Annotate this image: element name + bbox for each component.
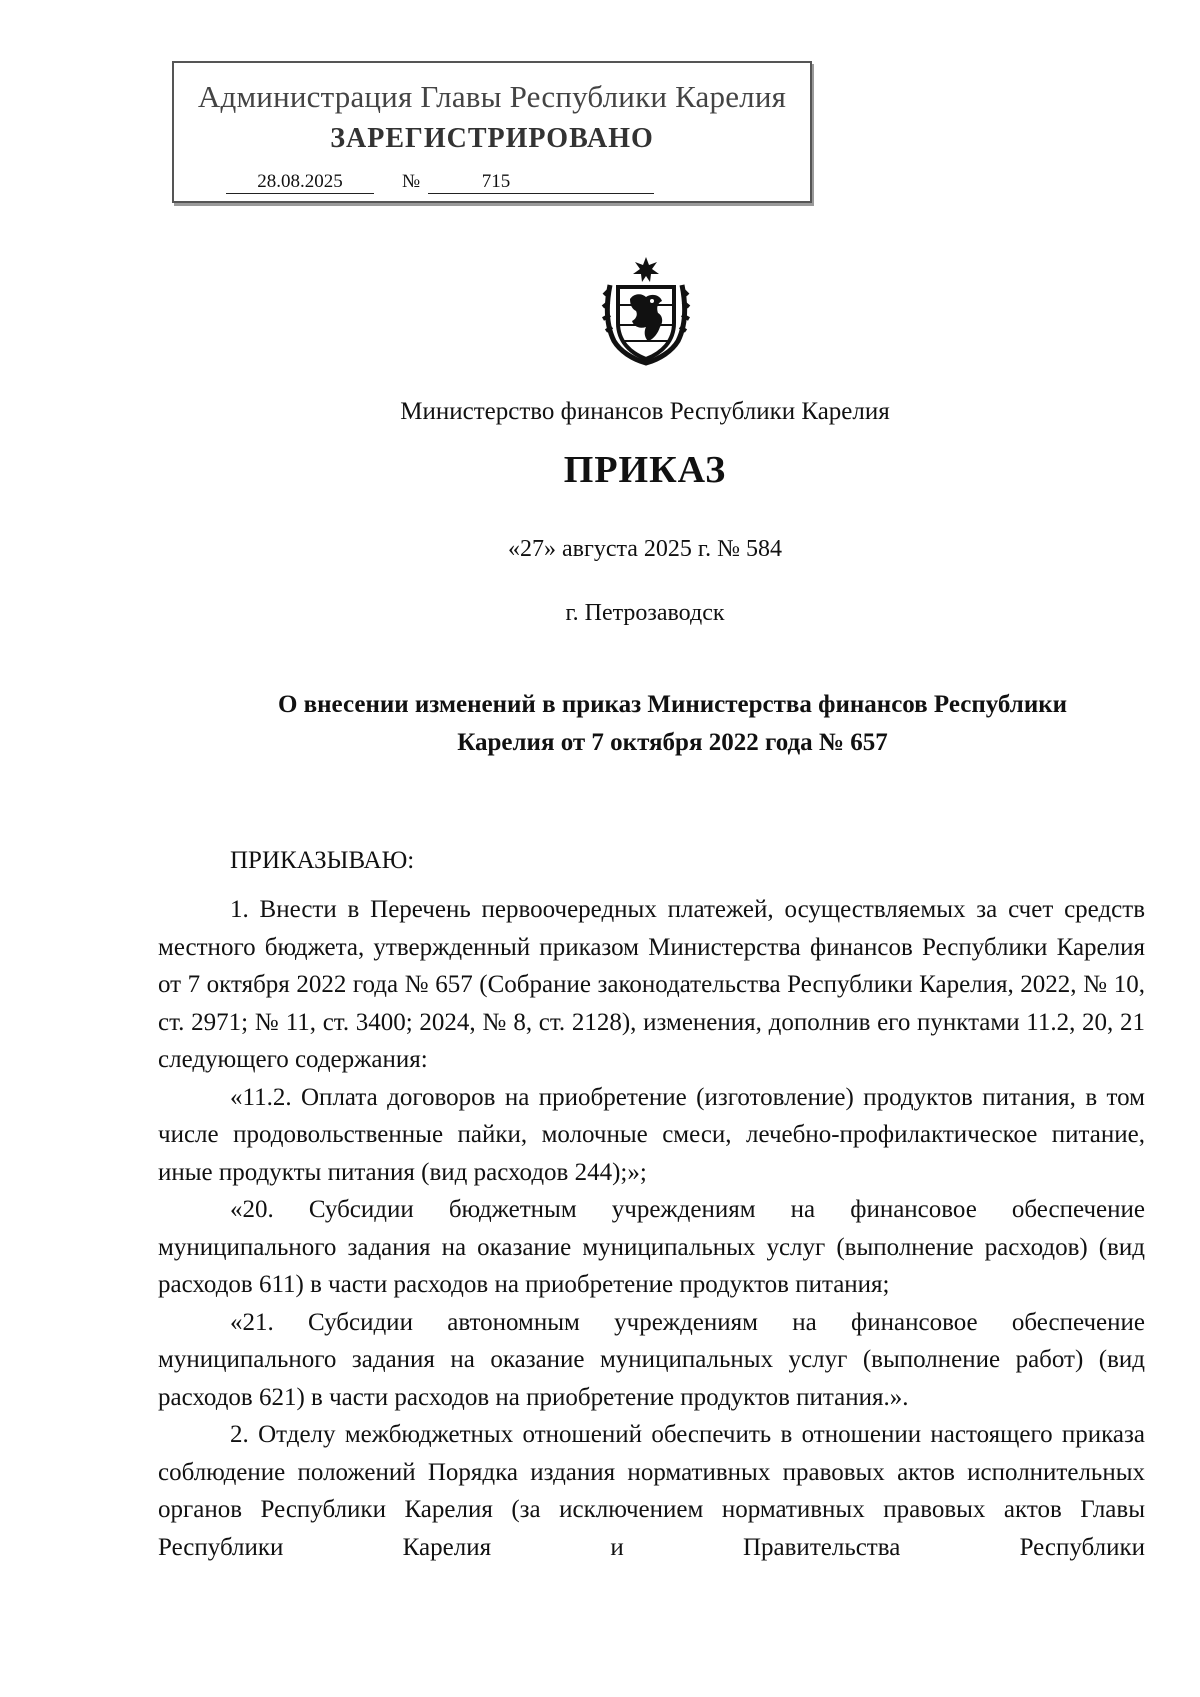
stamp-status: ЗАРЕГИСТРИРОВАНО	[330, 123, 654, 154]
registration-stamp	[172, 61, 812, 203]
order-subject	[200, 686, 1145, 762]
subject-line-2: Карелия от 7 октября 2022 года № 657	[457, 729, 888, 756]
stamp-date: 28.08.2025	[226, 171, 374, 194]
stamp-organization: Администрация Главы Республики Карелия	[197, 79, 787, 114]
paragraph-2: «11.2. Оплата договоров на приобретение (изготовление) продуктов питания, в том числе продовольственные пайки, молочные смеси, лечебно-профилактическое питание, иные продукты питания (вид расходов 244);»;	[158, 1083, 1145, 1186]
stamp-number: 715	[428, 171, 654, 194]
paragraph-1: 1. Внести в Перечень первоочередных платежей, осуществляемых за счет средств местного бюджета, утвержденный приказом Министерства финансов Республики Карелия от 7 октября 2022 года № 657 (Собрание законодательства Республики Карелия, 2022, № 10, ст. 2971; № 11, ст. 3400; 2024, № 8, ст. 2128), изменения, дополнив его пунктами 11.2, 20, 21 следующего содержания:	[158, 896, 1145, 1073]
subject-line-1: О внесении изменений в приказ Министерства финансов Республики	[277, 691, 1068, 718]
paragraph-3: «20. Субсидии бюджетным учреждениям на финансовое обеспечение муниципального задания на оказание муниципальных услуг (выполнение расходов) (вид расходов 611) в части расходов на приобретение продуктов питания;	[158, 1196, 1145, 1298]
paragraph-5: 2. Отделу межбюджетных отношений обеспечить в отношении настоящего приказа соблюдение положений Порядка издания нормативных правовых актов исполнительных органов Республики Карелия (за исключением нормативных правовых актов Главы Республики Карелия и Правительства Республики	[158, 1421, 1145, 1561]
stamp-number-sign: №	[402, 171, 421, 192]
order-date-number: «27» августа 2025 г. № 584	[508, 536, 782, 562]
order-city: г. Петрозаводск	[565, 600, 725, 626]
order-directive: ПРИКАЗЫВАЮ:	[230, 847, 415, 874]
paragraph-4: «21. Субсидии автономным учреждениям на финансовое обеспечение муниципального задания на оказание муниципальных услуг (выполнение работ) (вид расходов 621) в части расходов на приобретение продуктов питания.».	[158, 1308, 1145, 1411]
order-body	[158, 891, 1145, 1566]
ministry-name: Министерство финансов Республики Карелия	[400, 398, 890, 425]
document-type-title: ПРИКАЗ	[563, 449, 727, 491]
karelia-coat-of-arms-icon	[600, 255, 692, 367]
